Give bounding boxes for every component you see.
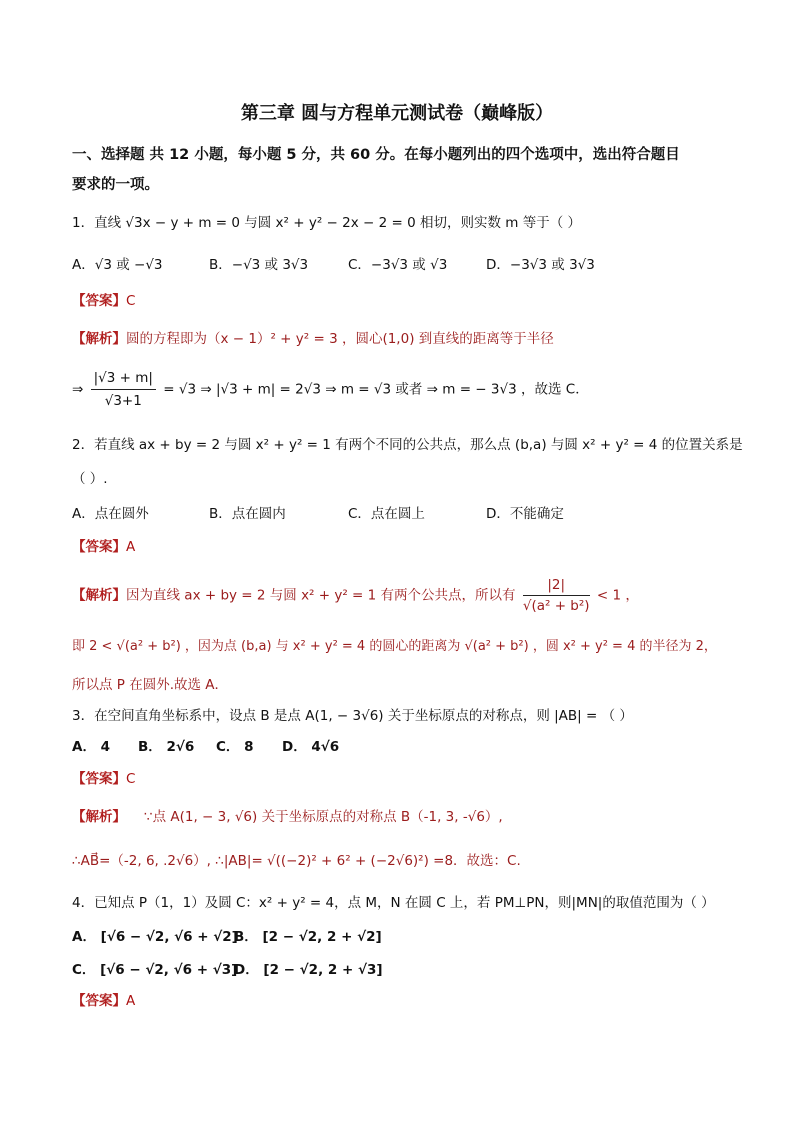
q4-answer: A xyxy=(126,993,136,1009)
page-title: 第三章 圆与方程单元测试卷（巅峰版） xyxy=(240,103,554,124)
q2-analysis-row2: 即 2 < √(a² + b²) ，因为点 (b,a) 与 x² + y² = 4 的圆心的距离为 √(a² + b²) ，圆 x² + y² = 4 的半径为 2， xyxy=(72,639,717,654)
q3-option-c: C． 8 xyxy=(216,739,254,755)
q2-fraction-numerator: |2| xyxy=(523,576,590,596)
q2-answer-row xyxy=(72,538,135,556)
answer-label: 【答案】 xyxy=(72,993,126,1009)
q1-analysis-row2 xyxy=(72,368,589,411)
answer-label: 【答案】 xyxy=(72,771,126,787)
q2-option-a: A．点在圆外 xyxy=(72,506,149,522)
q4-option-d: D． [2 − √2, 2 + √3] xyxy=(234,962,383,978)
q3-stem: 3．在空间直角坐标系中，设点 B 是点 A(1, − 3√6) 关于坐标原点的对称点，则 |AB| = （ ） xyxy=(72,708,633,724)
q2-analysis-row3: 所以点 P 在圆外.故选 A． xyxy=(72,677,229,693)
q1-analysis-rest: = √3 ⇒ |√3 + m| = 2√3 ⇒ m = √3 或者 ⇒ m = − 3√3 ，故选 C． xyxy=(163,381,589,398)
q2-stem: 2．若直线 ax + by = 2 与圆 x² + y² = 1 有两个不同的公共点，那么点 (b,a) 与圆 x² + y² = 4 的位置关系是 xyxy=(72,437,743,453)
q1-fraction-numerator: |√3 + m| xyxy=(91,368,156,390)
q2-answer: A xyxy=(126,539,136,555)
q3-option-a: A． 4 xyxy=(72,739,111,755)
q4-option-b: B． [2 − √2, 2 + √2] xyxy=(234,929,382,945)
q1-analysis-fraction xyxy=(91,368,156,411)
q1-answer-row xyxy=(72,292,135,310)
q4-option-a: A． [√6 − √2, √6 + √2] xyxy=(72,929,238,945)
q2-analysis-row1 xyxy=(72,576,639,615)
q3-option-b: B． 2√6 xyxy=(138,739,195,755)
section-heading-line2: 要求的一项。 xyxy=(72,177,159,193)
q3-answer: C xyxy=(126,771,136,787)
analysis-label: 【解析】 xyxy=(72,809,126,825)
q3-answer-row xyxy=(72,770,135,788)
analysis-label: 【解析】 xyxy=(72,331,126,347)
answer-label: 【答案】 xyxy=(72,293,126,309)
q4-answer-row xyxy=(72,992,135,1010)
analysis-label: 【解析】 xyxy=(72,587,126,604)
q4-stem: 4．已知点 P（1，1）及圆 C：x² + y² = 4，点 M，N 在圆 C 上，若 PM⊥PN，则|MN|的取值范围为（ ） xyxy=(72,895,715,911)
q2-analysis-text1: 因为直线 ax + by = 2 与圆 x² + y² = 1 有两个公共点，所以有 xyxy=(126,587,516,604)
q3-option-d: D． 4√6 xyxy=(282,739,340,755)
q2-option-d: D．不能确定 xyxy=(486,506,564,522)
q2-stem-continued: （ ）. xyxy=(72,471,108,487)
q4-option-c: C． [√6 − √2, √6 + √3] xyxy=(72,962,238,978)
q1-analysis-prefix: ⇒ xyxy=(72,381,84,398)
q1-option-c: C．−3√3 或 √3 xyxy=(348,257,448,273)
q2-option-b: B．点在圆内 xyxy=(209,506,286,522)
q2-fraction-denominator: √(a² + b²) xyxy=(522,598,590,614)
q1-option-d: D．−3√3 或 3√3 xyxy=(486,257,595,273)
section-heading-line1: 一、选择题 共 12 小题，每小题 5 分，共 60 分。在每小题列出的四个选项中，选出符合题目 xyxy=(72,147,680,163)
q1-option-a: A．√3 或 −√3 xyxy=(72,257,163,273)
q1-answer: C xyxy=(126,293,136,309)
answer-label: 【答案】 xyxy=(72,539,126,555)
q3-analysis-row1 xyxy=(72,808,503,826)
q1-stem: 1．直线 √3x − y + m = 0 与圆 x² + y² − 2x − 2 = 0 相切，则实数 m 等于（ ） xyxy=(72,215,582,231)
q1-analysis-row1 xyxy=(72,330,554,348)
q3-analysis-text1: ∵点 A(1, − 3, √6) 关于坐标原点的对称点 B（-1, 3, -√6）, xyxy=(144,809,503,825)
q1-fraction-denominator: √3+1 xyxy=(104,393,142,409)
q2-analysis-fraction xyxy=(523,576,590,615)
q3-analysis-row2: ∴AB⃗=（-2, 6, .2√6）, ∴|AB|= √((−2)² + 6² + (−2√6)²) =8．故选：C. xyxy=(72,853,521,869)
q2-analysis-suffix: < 1 ， xyxy=(596,587,639,604)
q1-analysis-text1: 圆的方程即为（x − 1）² + y² = 3 ，圆心(1,0) 到直线的距离等于半径 xyxy=(126,331,554,347)
q2-option-c: C．点在圆上 xyxy=(348,506,425,522)
q1-option-b: B．−√3 或 3√3 xyxy=(209,257,309,273)
